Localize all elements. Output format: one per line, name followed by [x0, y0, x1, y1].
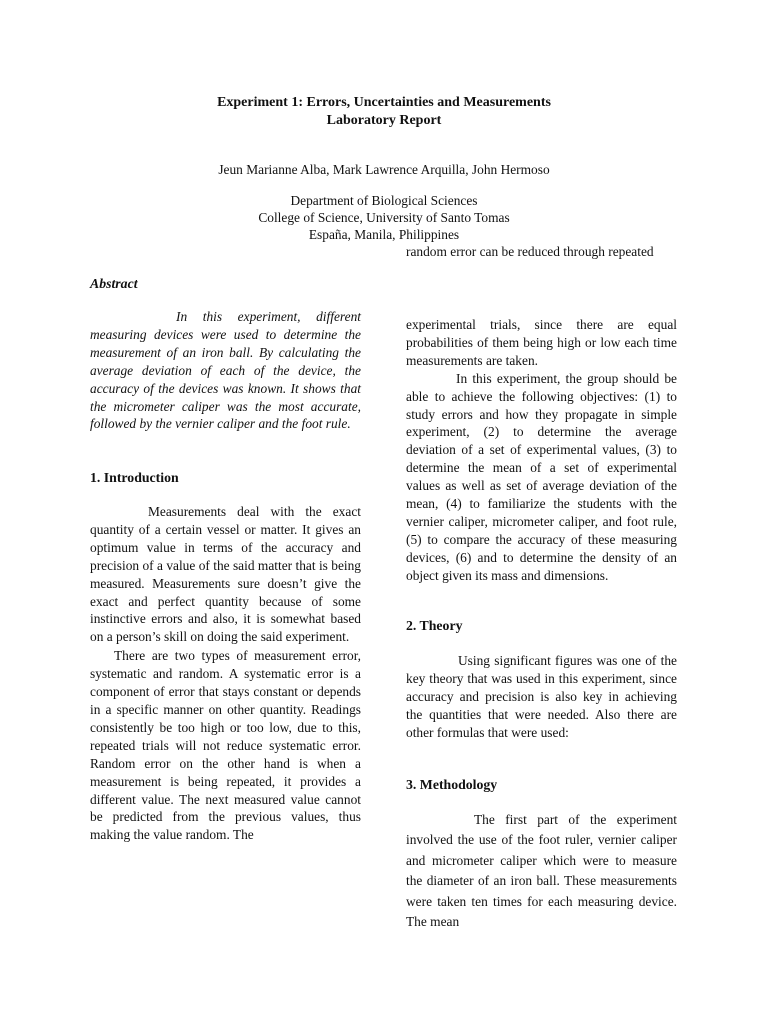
- abstract-text: [90, 308, 361, 433]
- abstract-heading: Abstract: [90, 276, 138, 291]
- affiliation-location: España, Manila, Philippines: [308, 227, 460, 242]
- abstract-paragraph: In this experiment, different measuring devices were used to determine the measurement of an iron ball. By calculating the average deviation of each of the device, the accuracy of the devices was known. It shows that the micrometer caliper was the most accurate, followed by the vernier caliper and the foot rule.: [90, 309, 361, 432]
- introduction-paragraph-3: In this experiment, the group should be able to achieve the following objectives: (1) to study errors and how they propagate in simple experiment, (2) to determine the average deviation of a set of experimental values, (3) to determine the mean of a set of experimental values as well as set of average deviation of the mean, (4) to familiarize the students with the vernier caliper, micrometer caliper, and foot rule, (5) to compare the accuracy of these measuring devices, (6) and to determine the density of an object given its mass and dimensions.: [406, 370, 677, 583]
- methodology-heading: 3. Methodology: [406, 777, 498, 792]
- affiliation-department: Department of Biological Sciences: [290, 193, 478, 208]
- theory-body: [406, 652, 677, 742]
- introduction-body: [90, 503, 361, 844]
- title-line-1: Experiment 1: Errors, Uncertainties and Measurements: [217, 95, 551, 110]
- theory-heading: 2. Theory: [406, 618, 463, 633]
- title-line-2: Laboratory Report: [326, 113, 442, 128]
- authors: Jeun Marianne Alba, Mark Lawrence Arquilla, John Hermoso: [218, 162, 550, 177]
- introduction-paragraph-1: Measurements deal with the exact quantity of a certain vessel or matter. It gives an optimum value in terms of the accuracy and precision of a value of the said matter that is being measured. Measurements sure doesn’t give the exact and perfect quantity because of some instinctive errors and also, it is somewhat based on a person’s skill on doing the said experiment.: [90, 504, 361, 645]
- introduction-continued: [406, 316, 677, 585]
- affiliation-college: College of Science, University of Santo Tomas: [258, 210, 510, 225]
- introduction-paragraph-2: There are two types of measurement error, systematic and random. A systematic error is a component of error that stays constant or depends in a specific manner on other quantity. Readings consistently be too high or too low, due to this, repeated trials will not reduce systematic error. Random error on the other hand is when a measurement is being repeated, it provides a different value. The next measured value cannot be predicted from the previous values, thus making the value random. The: [90, 648, 361, 843]
- methodology-body: [406, 810, 677, 932]
- methodology-paragraph: The first part of the experiment involved the use of the foot ruler, vernier caliper and micrometer caliper which were to measure the diameter of an iron ball. These measurements were taken ten times for each measuring device. The mean: [406, 812, 677, 930]
- introduction-continued-top: random error can be reduced through repeated: [406, 244, 654, 259]
- introduction-paragraph-2-end: experimental trials, since there are equal probabilities of them being high or low each time measurements are taken.: [406, 317, 677, 368]
- theory-paragraph: Using significant figures was one of the key theory that was used in this experiment, since accuracy and precision is also key in achieving the quantities that were needed. Also there are other formulas that were used:: [406, 653, 677, 740]
- introduction-heading: 1. Introduction: [90, 470, 179, 485]
